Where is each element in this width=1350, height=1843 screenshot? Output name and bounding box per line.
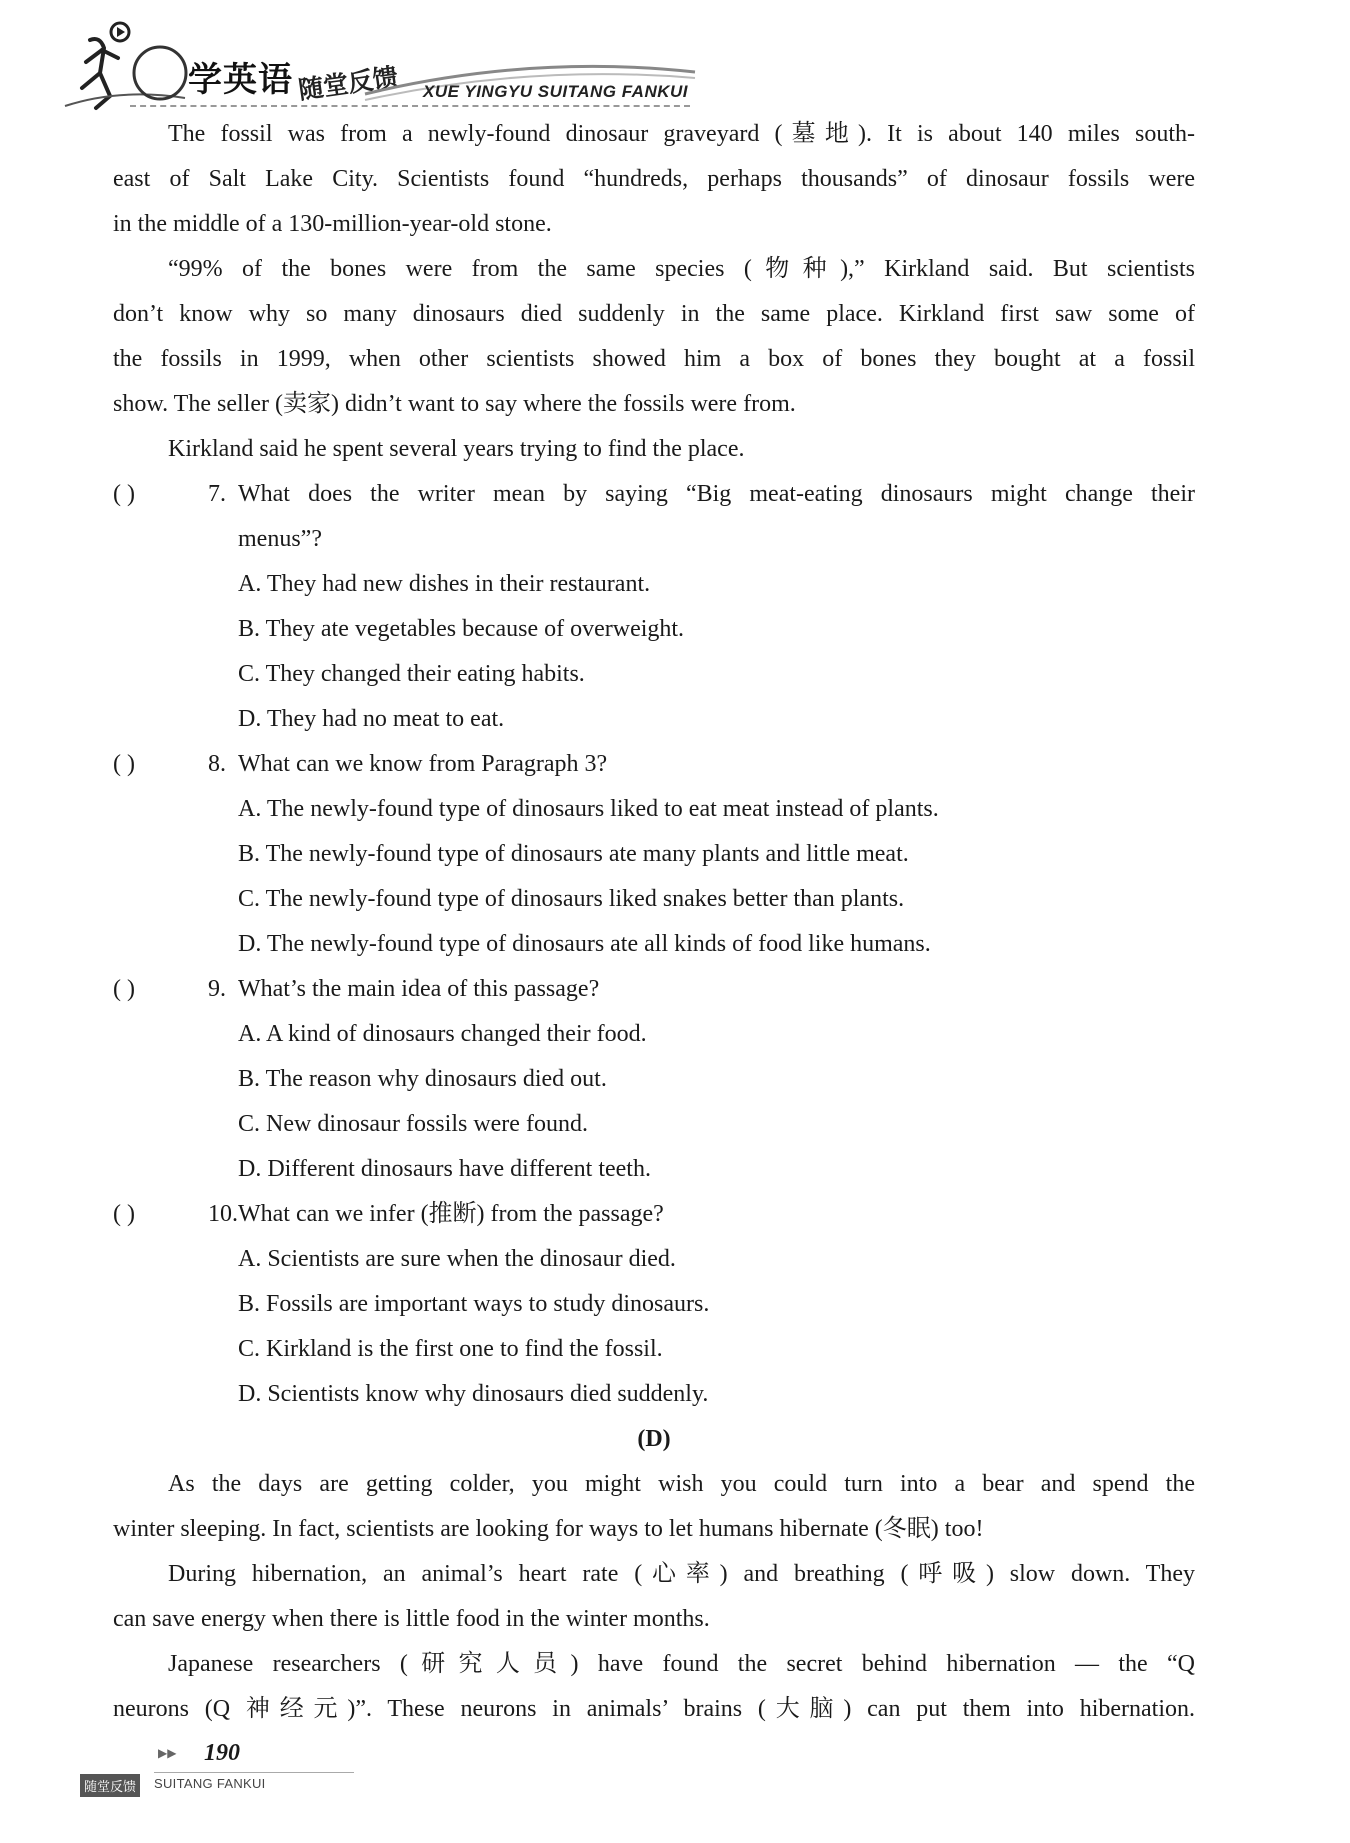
footer-divider — [154, 1772, 354, 1773]
header-title: 学英语 — [188, 60, 293, 100]
option-a: A. Scientists are sure when the dinosaur died. — [238, 1246, 676, 1272]
question-10 — [113, 1192, 1195, 1417]
page-number: 190 — [204, 1740, 240, 1766]
option-b: B. The reason why dinosaurs died out. — [238, 1066, 607, 1092]
question-7 — [113, 472, 1195, 742]
header-divider — [130, 105, 690, 107]
option-b: B. They ate vegetables because of overweight. — [238, 616, 685, 642]
answer-blank[interactable]: ( ) — [113, 751, 135, 777]
option-d: D. Different dinosaurs have different teeth. — [238, 1156, 651, 1182]
passage-line: east of Salt Lake City. Scientists found “hundreds, perhaps thousands” of dinosaur fossils were — [113, 166, 1195, 192]
option-d: D. Scientists know why dinosaurs died suddenly. — [238, 1381, 709, 1407]
passage-line: The fossil was from a newly-found dinosaur graveyard (墓地). It is about 140 miles south- — [168, 121, 1195, 147]
passage-line: can save energy when there is little food in the winter months. — [113, 1606, 710, 1632]
passage-line: During hibernation, an animal’s heart rate (心率) and breathing (呼吸) slow down. They — [168, 1561, 1195, 1587]
option-a: A. A kind of dinosaurs changed their food. — [238, 1021, 647, 1047]
passage-d — [113, 1462, 1195, 1732]
question-number: 8. — [208, 751, 226, 777]
option-b: B. Fossils are important ways to study dinosaurs. — [238, 1291, 710, 1317]
passage-line: show. The seller (卖家) didn’t want to say where the fossils were from. — [113, 391, 796, 417]
question-number: 7. — [208, 481, 226, 507]
page-footer — [80, 1740, 300, 1810]
answer-blank[interactable]: ( ) — [113, 481, 135, 507]
runner-figure-icon — [60, 18, 190, 113]
section-d-title: (D) — [637, 1426, 671, 1452]
passage-line: don’t know why so many dinosaurs died suddenly in the same place. Kirkland first saw some of — [113, 301, 1195, 327]
option-b: B. The newly-found type of dinosaurs ate many plants and little meat. — [238, 841, 909, 867]
footer-arrows-icon: ▶▶ — [158, 1746, 177, 1760]
passage-c — [113, 112, 1195, 472]
question-stem: What’s the main idea of this passage? — [238, 976, 600, 1002]
option-a: A. They had new dishes in their restaurant. — [238, 571, 651, 597]
question-number: 10. — [208, 1201, 238, 1227]
question-number: 9. — [208, 976, 226, 1002]
footer-pinyin: SUITANG FANKUI — [154, 1776, 266, 1791]
option-c: C. The newly-found type of dinosaurs liked snakes better than plants. — [238, 886, 905, 912]
question-stem: What can we infer (推断) from the passage? — [238, 1201, 664, 1227]
passage-line: As the days are getting colder, you might wish you could turn into a bear and spend the — [168, 1471, 1195, 1497]
question-8 — [113, 742, 1195, 967]
passage-line: the fossils in 1999, when other scientists showed him a box of bones they bought at a fossil — [113, 346, 1195, 372]
question-stem: What does the writer mean by saying “Big meat-eating dinosaurs might change their — [238, 481, 1195, 507]
option-c: C. Kirkland is the first one to find the fossil. — [238, 1336, 663, 1362]
passage-line: “99% of the bones were from the same species (物种),” Kirkland said. But scientists — [168, 256, 1195, 282]
header-subtitle: 随堂反馈 — [296, 62, 400, 105]
page-header — [60, 12, 1260, 112]
passage-line: Japanese researchers (研究人员) have found the secret behind hibernation — the “Q — [168, 1651, 1195, 1677]
question-stem: What can we know from Paragraph 3? — [238, 751, 608, 777]
question-9 — [113, 967, 1195, 1192]
passage-line: in the middle of a 130-million-year-old stone. — [113, 211, 552, 237]
footer-badge: 随堂反馈 — [80, 1774, 140, 1797]
question-stem-cont: menus”? — [238, 526, 322, 552]
answer-blank[interactable]: ( ) — [113, 976, 135, 1002]
passage-line: Kirkland said he spent several years trying to find the place. — [168, 436, 745, 462]
header-pinyin: XUE YINGYU SUITANG FANKUI — [423, 82, 689, 101]
option-a: A. The newly-found type of dinosaurs liked to eat meat instead of plants. — [238, 796, 939, 822]
passage-line: winter sleeping. In fact, scientists are looking for ways to let humans hibernate (冬眠) too! — [113, 1516, 984, 1542]
option-c: C. New dinosaur fossils were found. — [238, 1111, 588, 1137]
answer-blank[interactable]: ( ) — [113, 1201, 135, 1227]
option-d: D. They had no meat to eat. — [238, 706, 505, 732]
passage-line: neurons (Q 神经元)”. These neurons in animals’ brains (大脑) can put them into hibernation. — [113, 1696, 1195, 1722]
option-c: C. They changed their eating habits. — [238, 661, 585, 687]
page-content — [113, 112, 1195, 1732]
option-d: D. The newly-found type of dinosaurs ate all kinds of food like humans. — [238, 931, 931, 957]
